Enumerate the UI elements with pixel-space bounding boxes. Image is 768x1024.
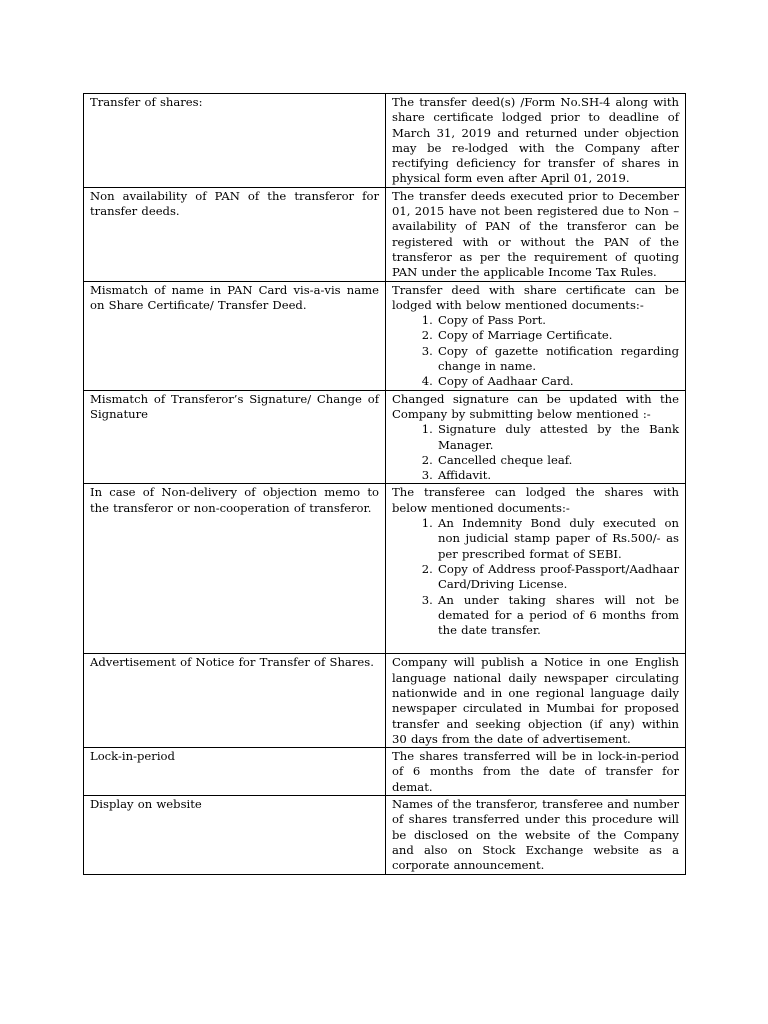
list-item: 1. Copy of Pass Port. [437, 313, 679, 328]
table-row [84, 94, 686, 188]
document-list [392, 422, 679, 483]
table-row [84, 748, 686, 796]
topic-cell: Mismatch of Transferor’s Signature/ Change of Signature [84, 390, 386, 484]
table-row [84, 654, 686, 748]
list-item: 3. An under taking shares will not be demated for a period of 6 months from the date transfer. [437, 593, 679, 639]
detail-intro: Transfer deed with share certificate can be lodged with below mentioned documents:- [392, 282, 679, 312]
detail-cell: Company will publish a Notice in one English language national daily newspaper circulating nationwide and in one regional language daily newspaper circulated in Mumbai for proposed transfer and seeking objection (if any) within 30 days from the date of advertisement. [386, 654, 686, 748]
detail-intro: The transferee can lodged the shares with below mentioned documents:- [392, 485, 679, 515]
list-item: 4. Copy of Aadhaar Card. [437, 374, 679, 389]
topic-cell: Display on website [84, 796, 386, 874]
list-item: 1. Signature duly attested by the Bank Manager. [437, 422, 679, 453]
table-row [84, 484, 686, 654]
detail-cell: The transfer deeds executed prior to December 01, 2015 have not been registered due to Non –availability of PAN of the transferor can be registered with or without the PAN of the transferor as per the requirement of quoting PAN under the applicable Income Tax Rules. [386, 187, 686, 281]
document-list [392, 516, 679, 638]
topic-cell: Transfer of shares: [84, 94, 386, 188]
table-row [84, 796, 686, 874]
topic-cell: Non availability of PAN of the transferor for transfer deeds. [84, 187, 386, 281]
table-row [84, 281, 686, 390]
table-row [84, 390, 686, 484]
list-item: 1. An Indemnity Bond duly executed on non judicial stamp paper of Rs.500/- as per prescribed format of SEBI. [437, 516, 679, 562]
list-item: 3. Affidavit. [437, 468, 679, 483]
detail-cell: Names of the transferor, transferee and number of shares transferred under this procedure will be disclosed on the website of the Company and also on Stock Exchange website as a corporate announcement. [386, 796, 686, 874]
document-list [392, 313, 679, 389]
topic-cell: Advertisement of Notice for Transfer of Shares. [84, 654, 386, 748]
detail-intro: Changed signature can be updated with the Company by submitting below mentioned :- [392, 391, 679, 421]
procedure-table [83, 93, 686, 875]
detail-cell [386, 390, 686, 484]
list-item: 2. Copy of Address proof-Passport/Aadhaar Card/Driving License. [437, 562, 679, 593]
topic-cell: Lock-in-period [84, 748, 386, 796]
topic-cell: Mismatch of name in PAN Card vis-a-vis name on Share Certificate/ Transfer Deed. [84, 281, 386, 390]
detail-cell: The shares transferred will be in lock-in-period of 6 months from the date of transfer for demat. [386, 748, 686, 796]
list-item: 2. Copy of Marriage Certificate. [437, 328, 679, 343]
detail-cell [386, 484, 686, 654]
list-item: 2. Cancelled cheque leaf. [437, 453, 679, 468]
topic-cell: In case of Non-delivery of objection memo to the transferor or non-cooperation of transferor. [84, 484, 386, 654]
detail-cell [386, 281, 686, 390]
cell-spacer [392, 638, 679, 653]
detail-cell: The transfer deed(s) /Form No.SH-4 along with share certificate lodged prior to deadline of March 31, 2019 and returned under objection may be re-lodged with the Company after rectifying deficiency for transfer of shares in physical form even after April 01, 2019. [386, 94, 686, 188]
table-row [84, 187, 686, 281]
list-item: 3. Copy of gazette notification regarding change in name. [437, 344, 679, 375]
